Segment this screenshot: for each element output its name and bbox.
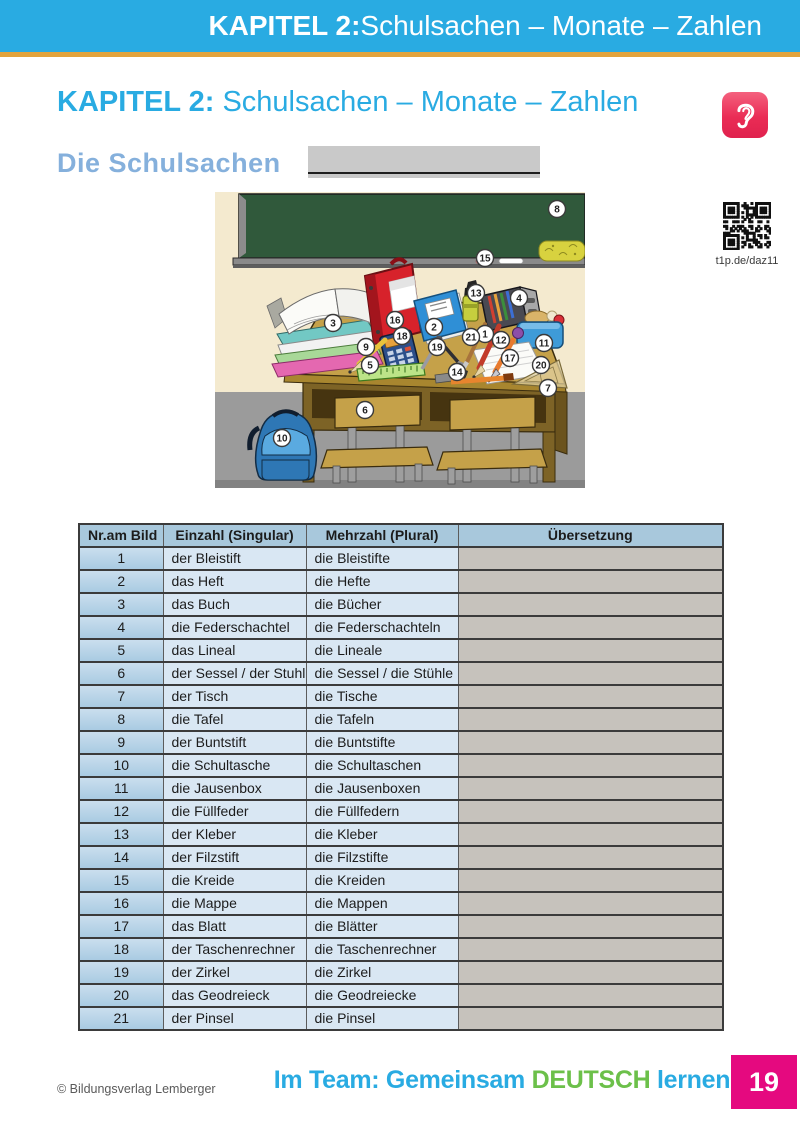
item-marker-8 — [549, 201, 566, 218]
plural-cell: die Kleber — [306, 823, 458, 846]
item-marker-12 — [493, 332, 510, 349]
qr-link-text: t1p.de/daz11 — [715, 255, 779, 267]
plural-cell: die Bücher — [306, 593, 458, 616]
singular-cell: das Buch — [163, 593, 306, 616]
translation-cell — [458, 570, 723, 593]
item-marker-2 — [426, 319, 443, 336]
svg-text:2: 2 — [431, 322, 437, 334]
svg-text:4: 4 — [516, 293, 522, 305]
plural-cell: die Filzstifte — [306, 846, 458, 869]
item-marker-18 — [394, 328, 411, 345]
row-number-cell: 4 — [79, 616, 163, 639]
plural-cell: die Zirkel — [306, 961, 458, 984]
translation-cell — [458, 639, 723, 662]
singular-cell: der Tisch — [163, 685, 306, 708]
svg-text:9: 9 — [363, 342, 369, 354]
row-number-cell: 3 — [79, 593, 163, 616]
plural-cell: die Tafeln — [306, 708, 458, 731]
item-marker-7 — [540, 380, 557, 397]
svg-text:15: 15 — [479, 253, 491, 265]
slogan-part1: Im Team: Gemeinsam — [273, 1066, 532, 1094]
svg-text:1: 1 — [482, 329, 488, 341]
singular-cell: die Tafel — [163, 708, 306, 731]
translation-cell — [458, 708, 723, 731]
svg-text:19: 19 — [431, 342, 443, 354]
plural-cell: die Taschenrechner — [306, 938, 458, 961]
plural-cell: die Jausenboxen — [306, 777, 458, 800]
row-number-cell: 15 — [79, 869, 163, 892]
svg-text:11: 11 — [538, 338, 550, 350]
title-chapter-label: KAPITEL 2: — [57, 86, 215, 118]
table-row — [79, 570, 723, 593]
translation-cell — [458, 961, 723, 984]
singular-cell: der Taschenrechner — [163, 938, 306, 961]
table-row — [79, 823, 723, 846]
singular-cell: die Federschachtel — [163, 616, 306, 639]
row-number-cell: 20 — [79, 984, 163, 1007]
row-number-cell: 7 — [79, 685, 163, 708]
translation-cell — [458, 731, 723, 754]
copyright-text: © Bildungsverlag Lemberger — [57, 1082, 216, 1096]
row-number-cell: 9 — [79, 731, 163, 754]
listening-app-icon — [722, 92, 768, 138]
row-number-cell: 5 — [79, 639, 163, 662]
translation-answer-box — [308, 146, 540, 178]
translation-cell — [458, 547, 723, 570]
item-marker-14 — [449, 364, 466, 381]
classroom-illustration — [215, 192, 585, 488]
row-number-cell: 2 — [79, 570, 163, 593]
column-header-2: Mehrzahl (Plural) — [306, 524, 458, 547]
translation-cell — [458, 846, 723, 869]
svg-text:20: 20 — [535, 360, 547, 372]
row-number-cell: 1 — [79, 547, 163, 570]
row-number-cell: 17 — [79, 915, 163, 938]
translation-cell — [458, 662, 723, 685]
table-row — [79, 938, 723, 961]
svg-text:7: 7 — [545, 383, 551, 395]
plural-cell: die Kreiden — [306, 869, 458, 892]
page-number-badge: 19 — [731, 1055, 797, 1109]
table-row — [79, 1007, 723, 1030]
plural-cell: die Mappen — [306, 892, 458, 915]
chalkboard — [233, 194, 585, 268]
plural-cell: die Buntstifte — [306, 731, 458, 754]
vocab-table-body — [79, 547, 723, 1030]
item-marker-4 — [511, 290, 528, 307]
svg-text:12: 12 — [495, 335, 507, 347]
table-row — [79, 961, 723, 984]
plural-cell: die Hefte — [306, 570, 458, 593]
plural-cell: die Lineale — [306, 639, 458, 662]
table-row — [79, 708, 723, 731]
slogan-highlight: DEUTSCH — [531, 1066, 651, 1094]
singular-cell: der Kleber — [163, 823, 306, 846]
banner-chapter-topics: Schulsachen – Monate – Zahlen — [360, 10, 762, 41]
singular-cell: die Schultasche — [163, 754, 306, 777]
row-number-cell: 8 — [79, 708, 163, 731]
singular-cell: der Pinsel — [163, 1007, 306, 1030]
row-number-cell: 11 — [79, 777, 163, 800]
translation-cell — [458, 777, 723, 800]
slogan-part2: lernen — [650, 1066, 731, 1094]
table-row — [79, 547, 723, 570]
row-number-cell: 6 — [79, 662, 163, 685]
table-row — [79, 984, 723, 1007]
svg-text:10: 10 — [276, 433, 288, 445]
singular-cell: der Bleistift — [163, 547, 306, 570]
plural-cell: die Federschachteln — [306, 616, 458, 639]
banner-chapter-label: KAPITEL 2: — [208, 10, 361, 41]
row-number-cell: 21 — [79, 1007, 163, 1030]
item-marker-3 — [325, 315, 342, 332]
column-header-3: Übersetzung — [458, 524, 723, 547]
table-row — [79, 892, 723, 915]
row-number-cell: 14 — [79, 846, 163, 869]
singular-cell: das Heft — [163, 570, 306, 593]
singular-cell: der Zirkel — [163, 961, 306, 984]
table-row — [79, 685, 723, 708]
sponge — [539, 241, 585, 261]
qr-code — [723, 202, 771, 250]
table-row — [79, 639, 723, 662]
translation-cell — [458, 823, 723, 846]
item-marker-11 — [536, 335, 553, 352]
svg-text:17: 17 — [504, 353, 516, 365]
row-number-cell: 19 — [79, 961, 163, 984]
singular-cell: das Blatt — [163, 915, 306, 938]
translation-cell — [458, 984, 723, 1007]
table-row — [79, 593, 723, 616]
column-header-1: Einzahl (Singular) — [163, 524, 306, 547]
top-banner — [0, 0, 800, 57]
table-row — [79, 777, 723, 800]
vocab-table — [78, 523, 724, 1031]
plural-cell: die Füllfedern — [306, 800, 458, 823]
qr-code-pattern — [723, 202, 771, 250]
translation-cell — [458, 1007, 723, 1030]
plural-cell: die Pinsel — [306, 1007, 458, 1030]
row-number-cell: 10 — [79, 754, 163, 777]
translation-cell — [458, 593, 723, 616]
translation-cell — [458, 938, 723, 961]
row-number-cell: 13 — [79, 823, 163, 846]
translation-cell — [458, 616, 723, 639]
item-marker-9 — [358, 339, 375, 356]
svg-text:14: 14 — [451, 367, 463, 379]
item-marker-16 — [387, 312, 404, 329]
svg-text:5: 5 — [367, 360, 373, 372]
row-number-cell: 18 — [79, 938, 163, 961]
section-heading: Die Schulsachen — [57, 148, 281, 178]
translation-cell — [458, 869, 723, 892]
plural-cell: die Sessel / die Stühle — [306, 662, 458, 685]
plural-cell: die Tische — [306, 685, 458, 708]
item-marker-21 — [463, 329, 480, 346]
title-chapter-topics: Schulsachen – Monate – Zahlen — [214, 86, 639, 118]
item-marker-19 — [429, 339, 446, 356]
svg-text:3: 3 — [330, 318, 336, 330]
translation-cell — [458, 800, 723, 823]
table-row — [79, 662, 723, 685]
plural-cell: die Blätter — [306, 915, 458, 938]
table-row — [79, 754, 723, 777]
singular-cell: die Kreide — [163, 869, 306, 892]
vocab-table-wrap — [78, 523, 722, 1031]
svg-text:21: 21 — [465, 332, 477, 344]
table-row — [79, 731, 723, 754]
translation-cell — [458, 892, 723, 915]
singular-cell: die Jausenbox — [163, 777, 306, 800]
singular-cell: die Mappe — [163, 892, 306, 915]
plural-cell: die Geodreiecke — [306, 984, 458, 1007]
translation-cell — [458, 754, 723, 777]
vocab-table-header-row — [79, 524, 723, 547]
item-marker-17 — [502, 350, 519, 367]
plural-cell: die Schultaschen — [306, 754, 458, 777]
item-marker-6 — [357, 402, 374, 419]
footer-slogan — [274, 1066, 730, 1095]
table-row — [79, 915, 723, 938]
singular-cell: die Füllfeder — [163, 800, 306, 823]
svg-text:18: 18 — [396, 331, 408, 343]
singular-cell: das Lineal — [163, 639, 306, 662]
column-header-0: Nr.am Bild — [79, 524, 163, 547]
svg-text:6: 6 — [362, 405, 368, 417]
plural-cell: die Bleistifte — [306, 547, 458, 570]
table-row — [79, 616, 723, 639]
svg-text:16: 16 — [389, 315, 401, 327]
translation-cell — [458, 915, 723, 938]
singular-cell: das Geodreieck — [163, 984, 306, 1007]
translation-cell — [458, 685, 723, 708]
item-marker-10 — [274, 430, 291, 447]
singular-cell: der Filzstift — [163, 846, 306, 869]
item-marker-13 — [468, 285, 485, 302]
table-row — [79, 800, 723, 823]
row-number-cell: 12 — [79, 800, 163, 823]
ear-icon — [725, 95, 765, 135]
table-row — [79, 846, 723, 869]
row-number-cell: 16 — [79, 892, 163, 915]
item-marker-20 — [533, 357, 550, 374]
item-marker-5 — [362, 357, 379, 374]
table-row — [79, 869, 723, 892]
singular-cell: der Sessel / der Stuhl — [163, 662, 306, 685]
svg-text:13: 13 — [470, 288, 482, 300]
item-marker-15 — [477, 250, 494, 267]
svg-text:8: 8 — [554, 204, 560, 216]
page-title — [57, 86, 638, 119]
singular-cell: der Buntstift — [163, 731, 306, 754]
